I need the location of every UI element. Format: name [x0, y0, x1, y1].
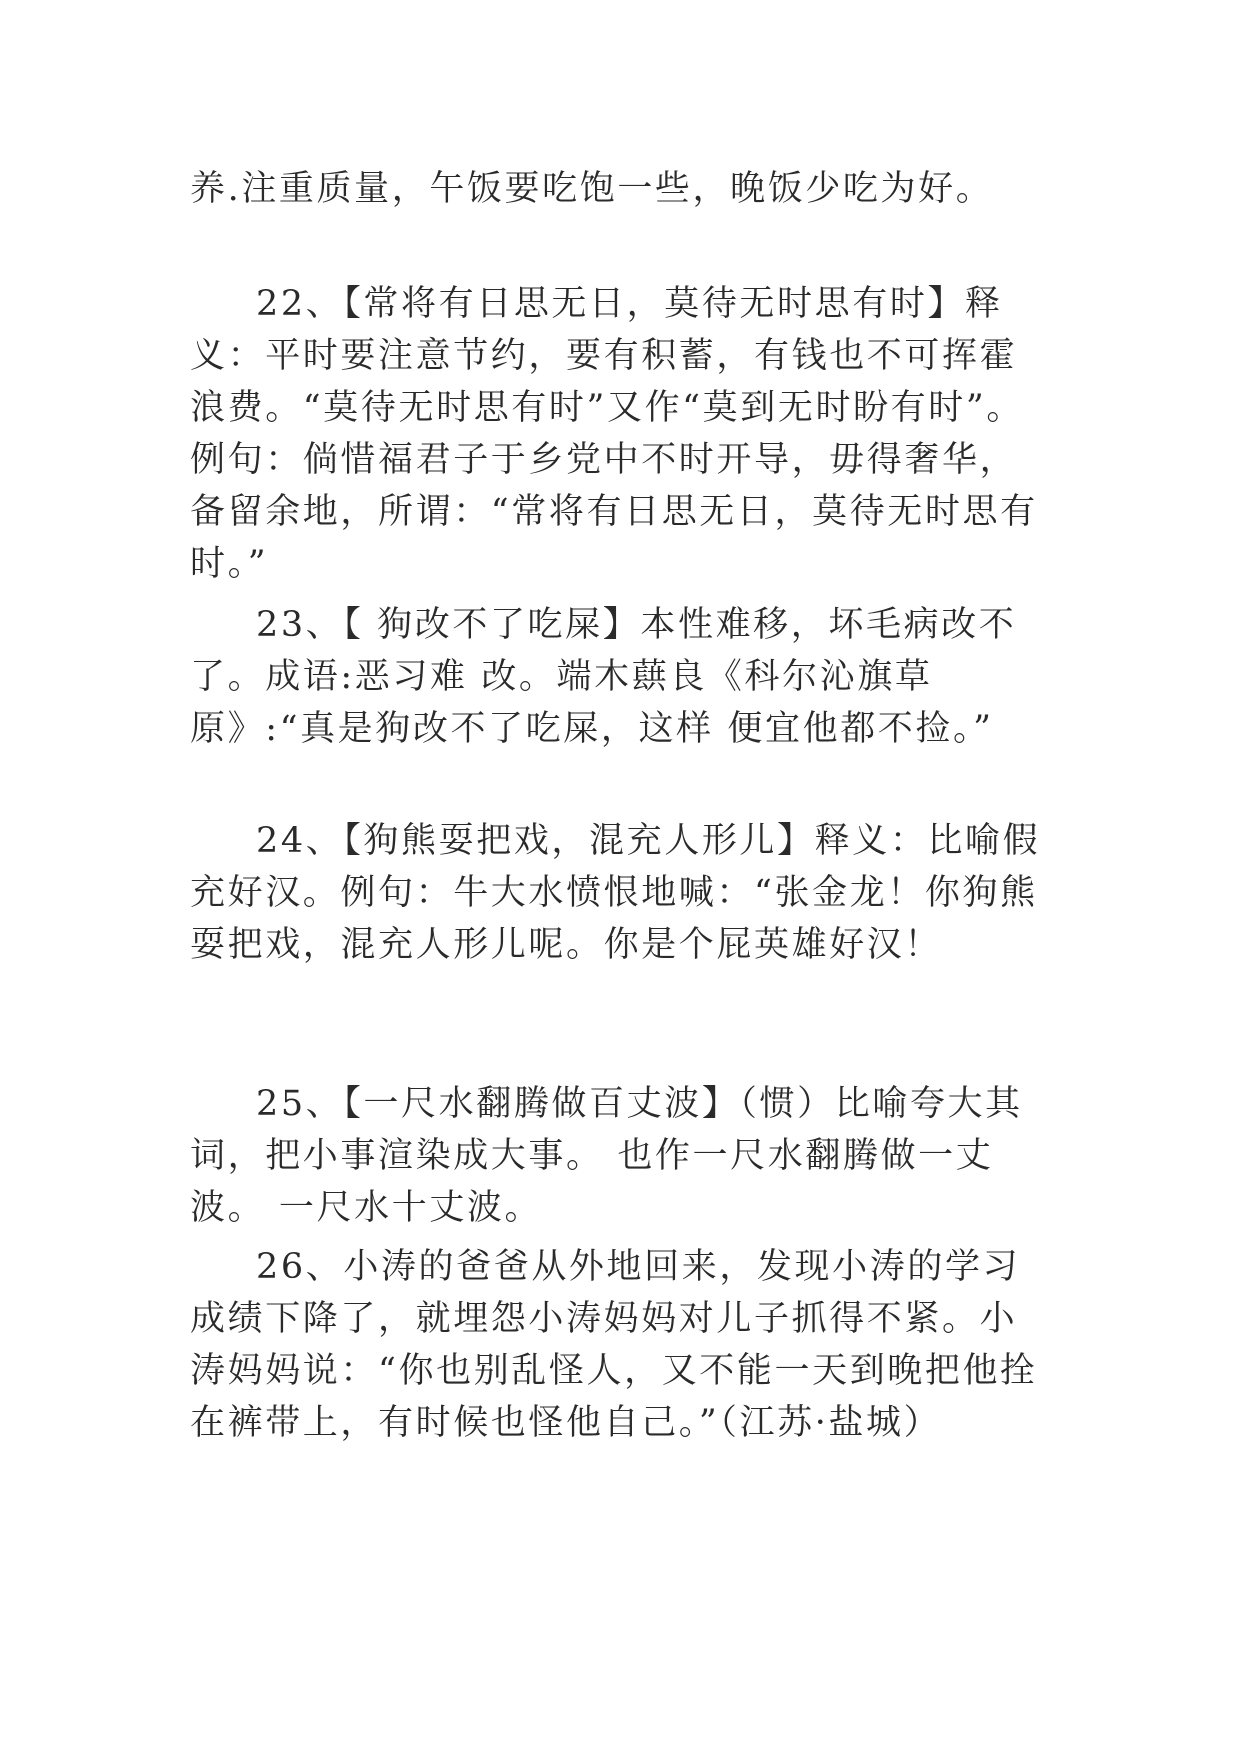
- paragraph-entry-22: 22、【常将有日思无日，莫待无时思有时】释义：平时要注意节约，要有积蓄，有钱也不可挥霍浪费。“莫待无时思有时”又作“莫到无时盼有时”。例句：倘惜福君子于乡党中不时开导，毋得奢华，备留余地，所谓：“常将有日思无日，莫待无时思有时。”: [190, 284, 1038, 584]
- paragraph-entry-24: 24、【狗熊耍把戏，混充人形儿】释义：比喻假充好汉。例句：牛大水愤恨地喊：“张金龙！你狗熊耍把戏，混充人形儿呢。你是个屁英雄好汉！: [190, 821, 1041, 965]
- paragraph-entry-25: 25、【一尺水翻腾做百丈波】（惯）比喻夸大其词，把小事渲染成大事。 也作一尺水翻腾做一丈波。 一尺水十丈波。: [190, 1084, 1023, 1228]
- paragraph-entry-26: 26、小涛的爸爸从外地回来，发现小涛的学习成绩下降了，就埋怨小涛妈妈对儿子抓得不紧。小涛妈妈说：“你也别乱怪人，又不能一天到晚把他拴在裤带上，有时候也怪他自己。”（江苏·盐城）: [190, 1247, 1038, 1443]
- paragraph-continuation: 养.注重质量，午饭要吃饱一些，晚饭少吃为好。: [190, 169, 994, 209]
- paragraph-entry-23: 23、【 狗改不了吃屎】本性难移，坏毛病改不了。成语:恶习难 改。端木蕻良《科尔沁旗草原》:“真是狗改不了吃屎，这样 便宜他都不捡。”: [190, 605, 1017, 749]
